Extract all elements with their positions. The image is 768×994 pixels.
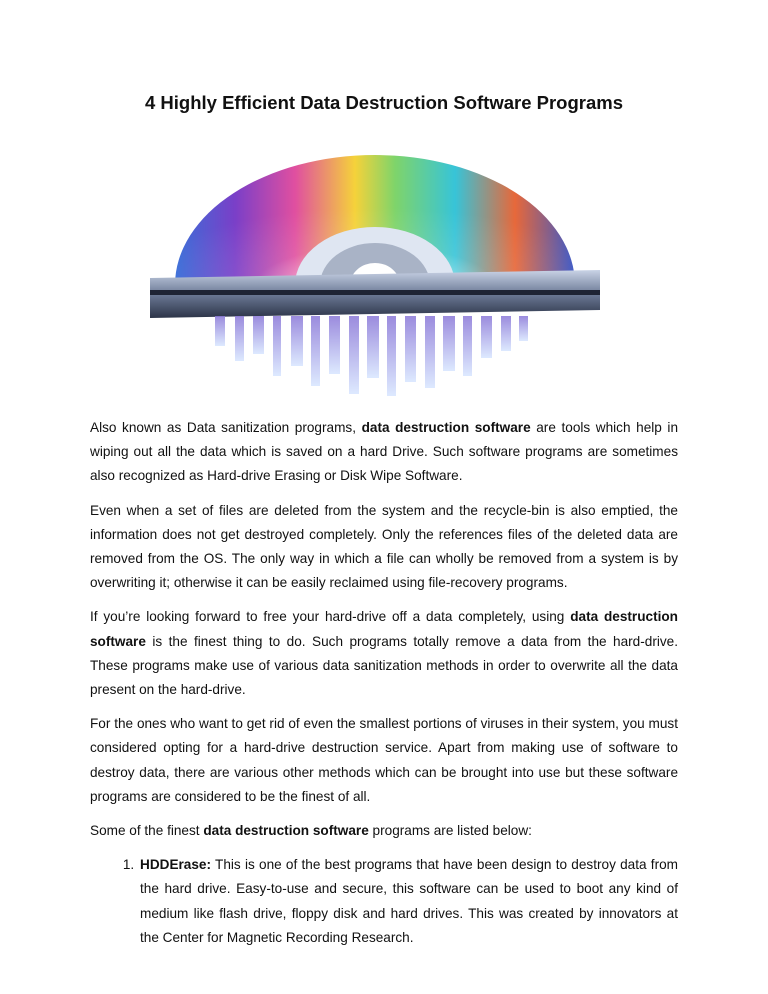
paragraph-3 <box>90 605 678 702</box>
bold-keyword: data destruction software <box>203 823 369 839</box>
document-title: 4 Highly Efficient Data Destruction Software Programs <box>144 92 624 113</box>
text-span: are tools which help in wiping out all the data which is saved on a hard Drive. Such software programs are sometimes also recognized as Hard-drive Erasing or Disk Wipe Software. <box>90 420 679 484</box>
text-span: programs are listed below: <box>368 823 532 839</box>
list-item <box>138 853 678 950</box>
program-list <box>90 853 678 950</box>
text-span: If you’re looking forward to free your hard-drive off a data completely, using <box>90 609 571 625</box>
text-span: Some of the finest <box>90 823 204 839</box>
document-body <box>90 416 678 950</box>
text-span: is the finest thing to do. Such programs totally remove a data from the hard-drive. These programs make use of various data sanitization methods in order to overwrite all the data present on the hard-drive. <box>90 633 678 698</box>
list-item-text: This is one of the best programs that have been design to destroy data from the hard drive. Easy-to-use and secure, this software can be used to boot any kind of medium like flash drive, floppy disk and hard drives. This was created by innovators at the Center for Magnetic Recording Research. <box>140 857 678 945</box>
disc-shredder-image <box>145 120 605 400</box>
text-span: Also known as Data sanitization programs, <box>90 420 362 435</box>
list-item-label: HDDErase: <box>140 857 212 873</box>
paragraph-4: For the ones who want to get rid of even the smallest portions of viruses in their system, you must considered opting for a hard-drive destruction service. Apart from making use of software to destroy data, there are various other methods which can be brought into use but these software programs are considered to be the finest of all. <box>90 716 678 804</box>
paragraph-1 <box>90 416 678 489</box>
bold-keyword: data destruction software <box>361 420 531 435</box>
paragraph-2: Even when a set of files are deleted from the system and the recycle-bin is also emptied, the information does not get destroyed completely. Only the references files of the deleted data are removed from the OS. The only way in which a file can wholly be removed from a system is by overwriting it; otherwise it can be easily reclaimed using file-recovery programs. <box>90 502 678 591</box>
bold-keyword: data destruction software <box>90 609 678 649</box>
paragraph-5 <box>90 819 678 843</box>
